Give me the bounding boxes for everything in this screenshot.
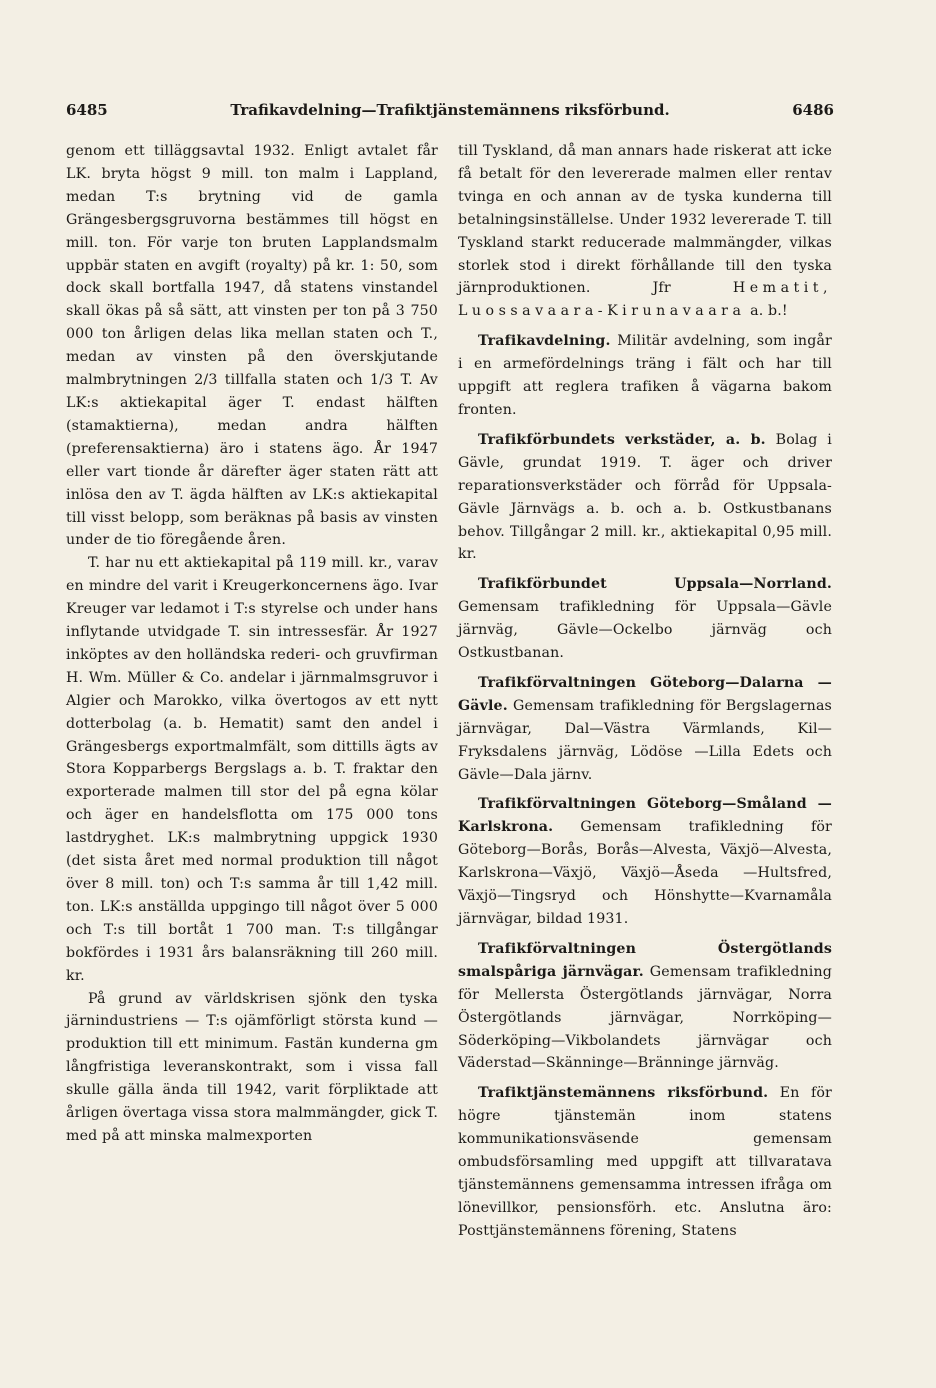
dictionary-entry: Trafiktjänstemännens riksförbund. En för högre tjänstemän inom statens kommunikationsväsende gemensam ombudsförsamling med uppgift att tillvaratava tjänstemännens gemensamma intressen ifråga om lönevillkor, pensionsförh. etc. Anslutna äro: Posttjänstemännens förening, Statens (458, 1085, 832, 1239)
cross-reference: Luossavaara-Kirunavaara (458, 303, 746, 320)
right-column (458, 140, 832, 1243)
entry-headword: Trafikförvaltningen Göteborg—Dalarna —Gävle. (458, 674, 832, 714)
fraction: 2/3 (194, 372, 218, 389)
entry-headword: Trafikförvaltningen Östergötlands smalspåriga järnvägar. (458, 940, 832, 980)
dictionary-entry: Trafikförvaltningen Göteborg—Småland —Karlskrona. Gemensam trafikledning för Göteborg—Borås, Borås—Alvesta, Växjö—Alvesta, Karlskrona—Växjö, Växjö—Åseda —Hultsfred, Växjö—Tingsryd och Hönshytte—Kvarnamåla järnvägar, bildad 1931. (458, 796, 832, 927)
fraction: 1/3 (370, 372, 394, 389)
left-column (66, 140, 438, 1148)
dictionary-entry: Trafikförvaltningen Östergötlands smalspåriga järnvägar. Gemensam trafikledning för Mellersta Östergötlands järnvägar, Norra Östergötlands järnvägar, Norrköping—Söderköping—Vikbolandets järnvägar och Väderstad—Skänninge—Bränninge järnväg. (458, 940, 832, 1072)
entry-headword: Trafikförbundet Uppsala—Norrland. (478, 576, 832, 593)
entry-headword: Trafikförvaltningen Göteborg—Småland —Karlskrona. (458, 796, 832, 836)
running-title: Trafikavdelning—Trafiktjänstemännens riksförbund. (230, 101, 670, 119)
paragraph: genom ett tilläggsavtal 1932. Enligt avtalet får LK. bryta högst 9 mill. ton malm i Lappland, medan T:s brytning vid de gamla Grängesbergsgruvorna bestämmes till högst en mill. ton. För varje ton bruten Lapplandsmalm uppbär staten en avgift (royalty) på kr. 1: 50, som dock skall bortfalla 1947, då statens vinstandel skall ökas på så sätt, att vinsten per ton på 3 750 000 ton årligen delas lika mellan staten och T., medan av vinsten på den överskjutande malmbrytningen 2/3 tillfalla staten och 1/3 T. Av LK:s aktiekapital äger T. endast hälften (stamaktierna), medan andra hälften (preferensaktierna) äro i statens ägo. År 1947 eller vart tionde år därefter äger staten rätt att inlösa den av T. ägda hälften av LK:s aktiekapital till visst belopp, som beräknas på basis av vinsten under de tio föregående åren. (66, 143, 438, 549)
paragraph: På grund av världskrisen sjönk den tyska järnindustriens — T:s ojämförligt största kund — produktion till ett minimum. Fastän kunderna gm långfristiga leveranskontrakt, som i vissa fall skulle gälla ända till 1942, varit förpliktade att årligen övertaga vissa stora malmmängder, gick T. med på att minska malmexporten (66, 990, 438, 1144)
paragraph: till Tyskland, då man annars hade riskerat att icke få betalt för den levererade malmen eller rentav tvinga en och annan av de tyska kunderna till betalningsinställelse. Under 1932 levererade T. till Tyskland starkt reducerade malmmängder, vilkas storlek stod i direkt förhållande till den tyska järnproduktionen. Jfr Hematit, Luossavaara-Kirunavaara a. b.! (458, 143, 832, 320)
dictionary-entry: Trafikförbundets verkstäder, a. b. Bolag i Gävle, grundat 1919. T. äger och driver reparationsverkstäder och förråd för Uppsala-Gävle Järnvägs a. b. och a. b. Ostkustbanans behov. Tillgångar 2 mill. kr., aktiekapital 0,95 mill. kr. (458, 431, 832, 563)
page-number-left: 6485 (66, 101, 108, 119)
dictionary-entry: Trafikförbundet Uppsala—Norrland. Gemensam trafikledning för Uppsala—Gävle järnväg, Gävle—Ockelbo järnväg och Ostkustbanan. (458, 576, 832, 662)
dictionary-entry: Trafikförvaltningen Göteborg—Dalarna —Gävle. Gemensam trafikledning för Bergslagernas järnvägar, Dal—Västra Värmlands, Kil—Fryksdalens järnväg, Lödöse —Lilla Edets och Gävle—Dala järnv. (458, 674, 832, 783)
dictionary-entry: Trafikavdelning. Militär avdelning, som ingår i en armefördelnings träng i fält och har till uppgift att reglera trafiken å vägarna bakom fronten. (458, 333, 832, 418)
running-header (66, 101, 834, 125)
paragraph: T. har nu ett aktiekapital på 119 mill. kr., varav en mindre del varit i Kreugerkoncernens ägo. Ivar Kreuger var ledamot i T:s styrelse och under hans inflytande utvidgade T. sin intressesfär. År 1927 inköptes av den holländska rederi- och gruvfirman H. Wm. Müller & Co. andelar i järnmalmsgruvor i Algier och Marokko, vilka övertogos av ett nytt dotterbolag (a. b. Hematit) samt den andel i Grängesbergs exportmalmfält, som dittills ägts av Stora Kopparbergs Bergslags a. b. T. fraktar den exporterade malmen till stor del på egna kölar och äger en handelsflotta om 175 000 tons lastdryghet. LK:s malmbrytning uppgick 1930 (det sista året med normal produktion till något över 8 mill. ton) och T:s samma år till 1,42 mill. ton. LK:s anställda uppgingo till något över 5 000 och T:s till bortåt 1 700 man. T:s tillgångar bokfördes i 1931 års balansräkning till 260 mill. kr. (66, 555, 438, 984)
entry-headword: Trafiktjänstemännens riksförbund. (478, 1085, 769, 1102)
entry-headword: Trafikförbundets verkstäder, a. b. (478, 431, 766, 448)
cross-reference: Hematit, (732, 280, 832, 297)
page-number-right: 6486 (792, 101, 834, 119)
entry-headword: Trafikavdelning. (478, 333, 611, 350)
